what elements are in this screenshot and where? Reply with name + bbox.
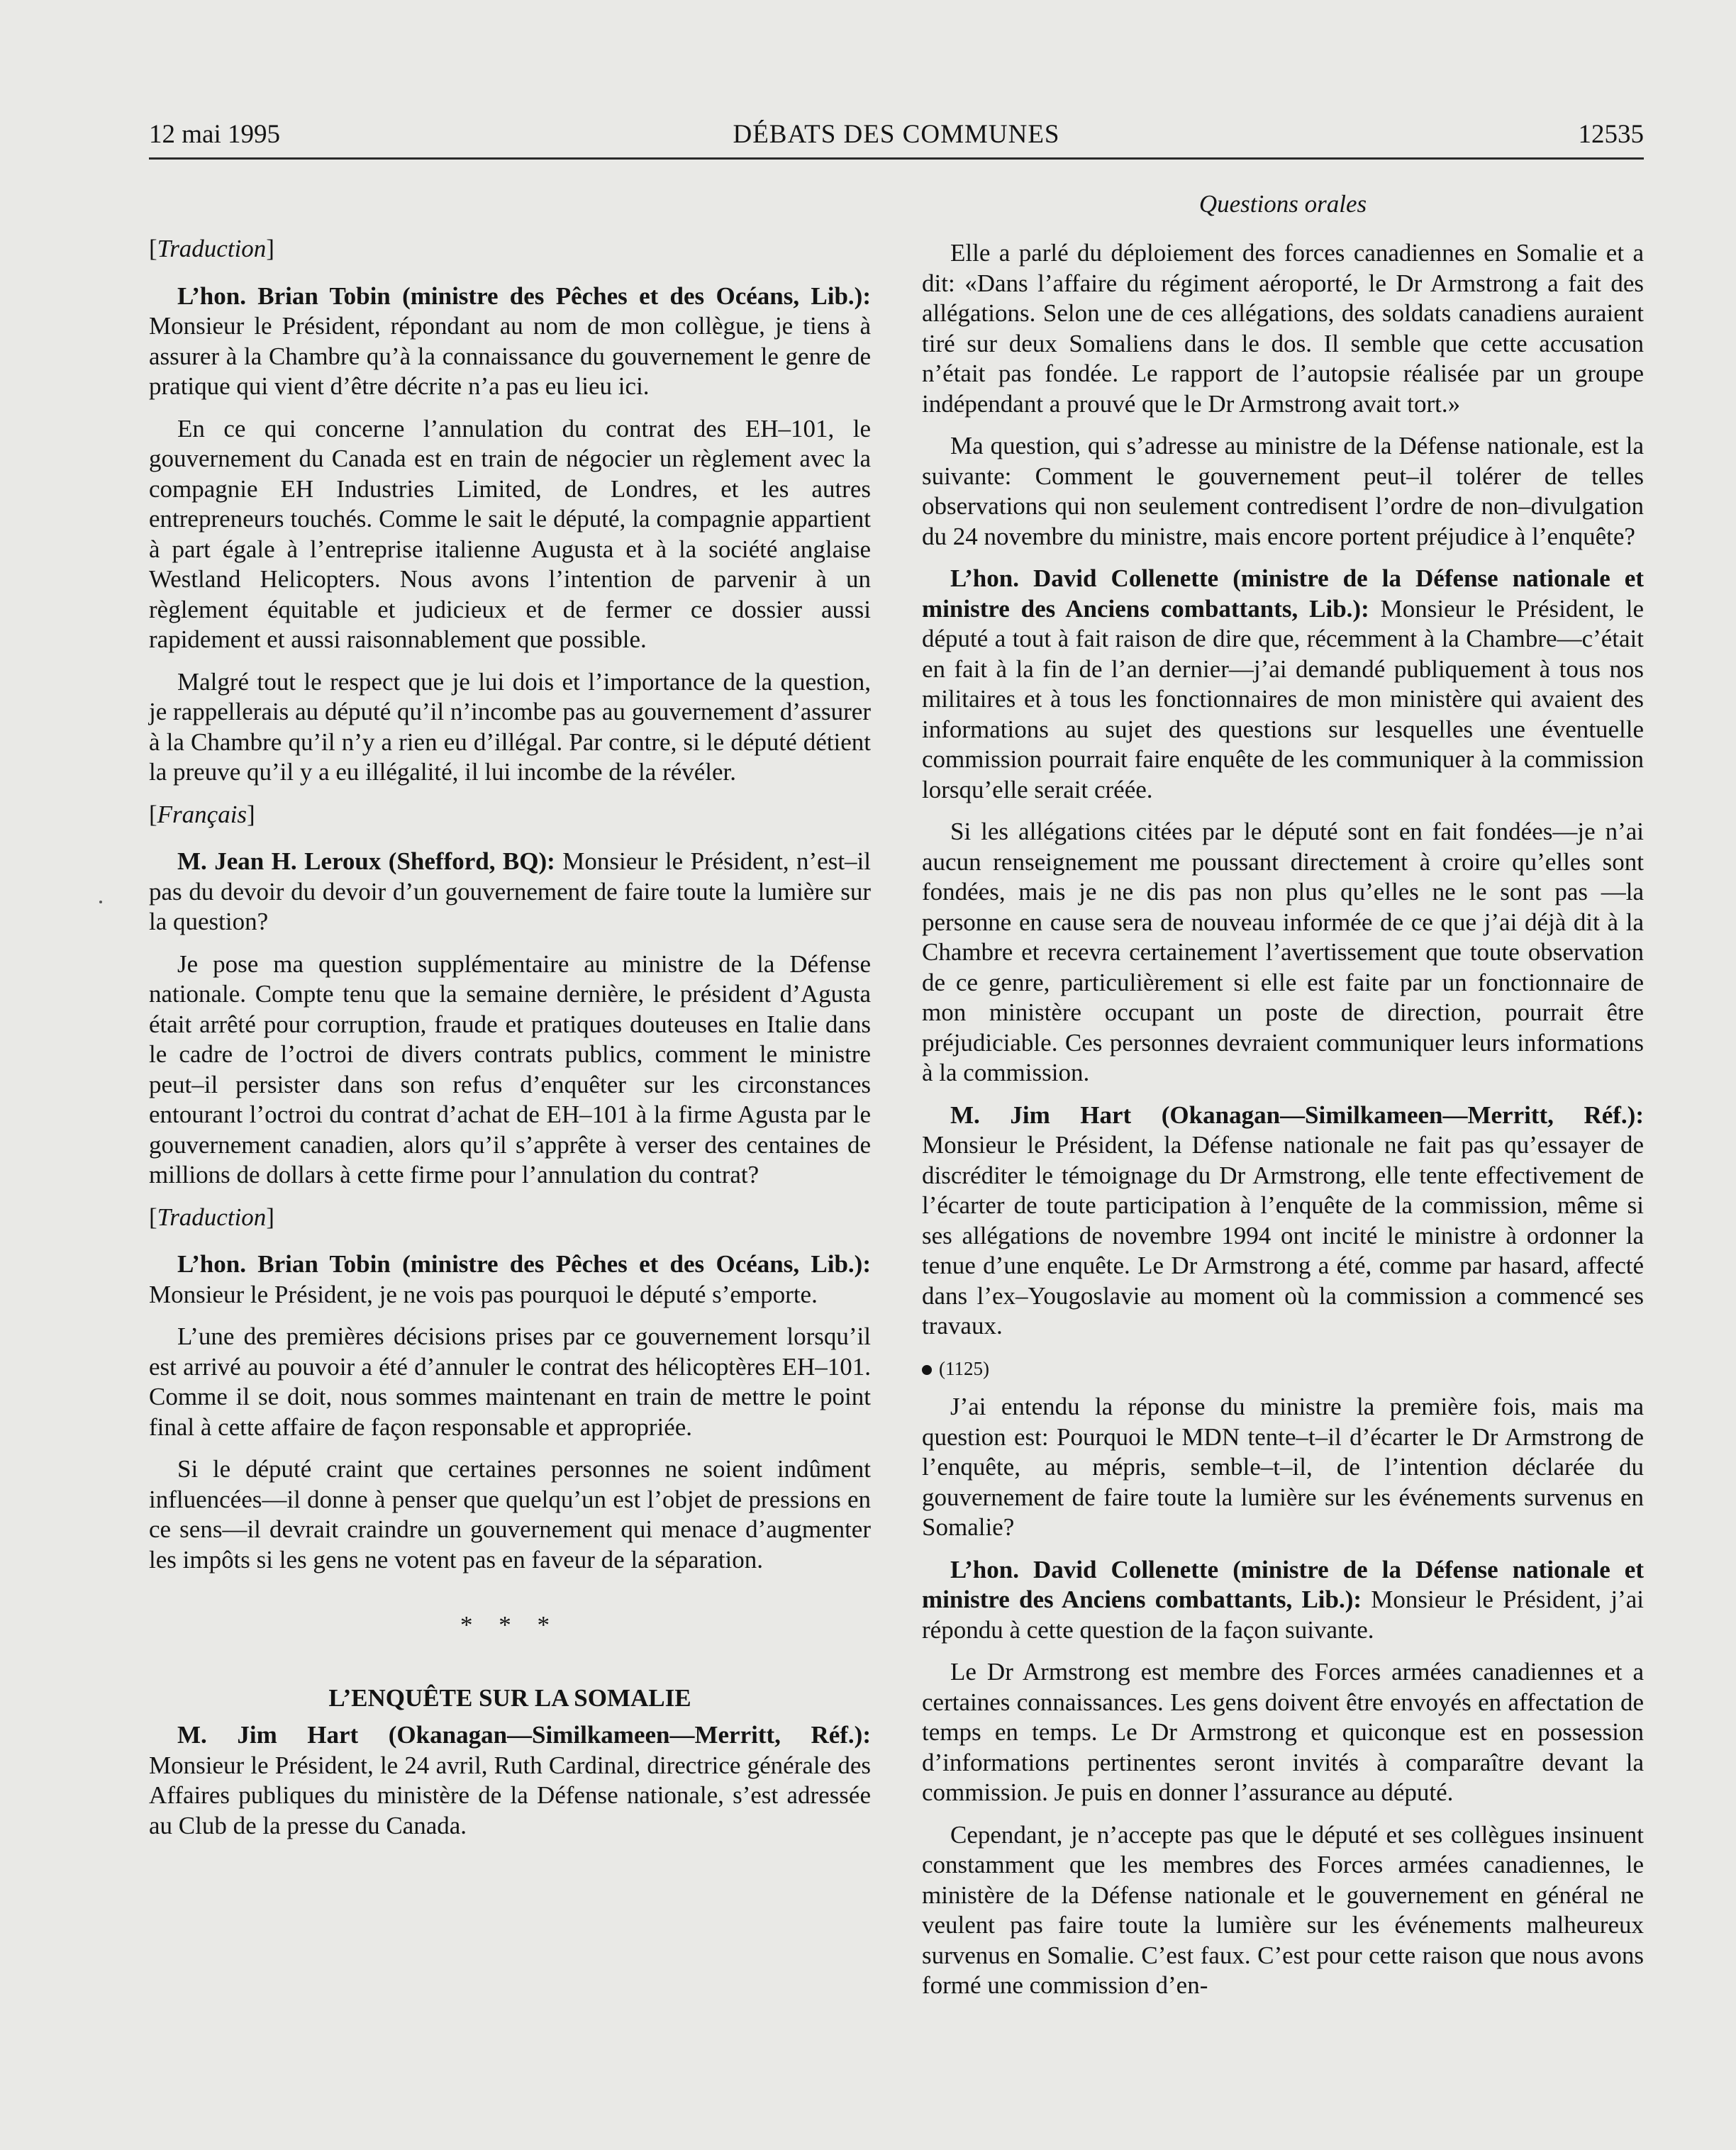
paragraph: Si le député craint que certaines personnes ne soient indûment influencées—il donne à penser que quelqu’un est l’objet de pressions en ce sens—il devrait craindre un gouvernement qui menace d’augmenter les impôts si les gens ne votent pas en faveur de la séparation.: [149, 1455, 871, 1573]
right-column: [922, 238, 1644, 2013]
paragraph: L’hon. David Collenette (ministre de la Défense nationale et ministre des Anciens combattants, Lib.): Monsieur le Président, le député a tout à fait raison de dire que, récemment à la Chambre—c’était en fait à la fin de l’an dernier—j’ai demandé publiquement à tous nos militaires et à tous les fonctionnaires de mon ministère qui avaient des informations au sujet des questions sur lesquelles une éventuelle commission pourrait faire enquête de les communiquer à la commission lorsqu’elle serait créée.: [922, 564, 1644, 803]
bullet-icon: [922, 1365, 932, 1375]
paragraph: Je pose ma question supplémentaire au ministre de la Défense nationale. Compte tenu que la semaine dernière, le président d’Agusta était arrêté pour corruption, fraude et pratiques douteuses en Italie dans le cadre de l’octroi de divers contrats publics, comment le ministre peut–il persister dans son refus d’enquêter sur les circonstances entourant l’octroi du contrat d’achat de EH–101 à la firme Agusta par le gouvernement canadien, alors qu’il s’apprête à verser des centaines de millions de dollars à cette firme pour l’annulation du contrat?: [149, 949, 871, 1188]
paragraph: Ma question, qui s’adresse au ministre de la Défense nationale, est la suivante: Comment le gouvernement peut–il tolérer de telles observations qui non seulement contredisent l’ordre de non–divulgation du 24 novembre du ministre, mais encore portent préjudice à l’enquête?: [922, 432, 1644, 550]
header-title: DÉBATS DES COMMUNES: [733, 120, 1060, 149]
header-rule: [149, 157, 1644, 160]
header-date: 12 mai 1995: [149, 120, 280, 149]
section-heading: L’ENQUÊTE SUR LA SOMALIE: [328, 1683, 691, 1712]
page-number: 12535: [1578, 120, 1644, 149]
time-marker: (1125): [922, 1354, 1644, 1384]
paragraph: Malgré tout le respect que je lui dois et l’importance de la question, je rappellerais au député qu’il n’incombe pas au gouvernement d’assurer à la Chambre qu’il n’y a rien eu d’illégal. Par contre, si le député détient la preuve qu’il y a eu illégalité, il lui incombe de la révéler.: [149, 667, 871, 786]
paragraph: Si les allégations citées par le député sont en fait fondées—je n’ai aucun renseignement me poussant directement à croire qu’elles sont fondées, mais je ne dis pas non plus qu’elles ne le sont pas —la personne en cause sera de nouveau informée de ce que j’ai déjà dit à la Chambre et recevra certainement l’avertissement que toute observation de ce genre, particulièrement si elle est faite par un fonctionnaire de mon ministère occupant un poste de direction, pourrait être préjudiciable. Ces personnes devraient communiquer leurs informations à la commission.: [922, 818, 1644, 1086]
paragraph: Le Dr Armstrong est membre des Forces armées canadiennes et a certaines connaissances. Les gens doivent être envoyés en affectation de temps en temps. Le Dr Armstrong et quiconque est en possession d’informations pertinentes seront invités à comparaître devant la commission. Je puis en donner l’assurance au député.: [922, 1658, 1644, 1806]
section-label: Questions orales: [1198, 190, 1367, 218]
speaker-name: M. Jim Hart (Okanagan—Similkameen—Merritt, Réf.):: [950, 1101, 1644, 1129]
paragraph: J’ai entendu la réponse du ministre la première fois, mais ma question est: Pourquoi le MDN tente–t–il d’écarter le Dr Armstrong de l’enquête, au mépris, semble–t–il, de l’intention déclarée du gouvernement de faire toute la lumière sur les événements survenus en Somalie?: [922, 1393, 1644, 1541]
speaker-name: L’hon. Brian Tobin (ministre des Pêches et des Océans, Lib.):: [177, 1250, 871, 1278]
paragraph: M. Jean H. Leroux (Shefford, BQ): Monsieur le Président, n’est–il pas du devoir du devoir d’un gouvernement de faire toute la lumière sur la question?: [149, 847, 872, 935]
speaker-name: L’hon. David Collenette (ministre de la Défense nationale et ministre des Anciens combattants, Lib.):: [922, 1555, 1644, 1613]
paragraph: Cependant, je n’accepte pas que le député et ses collègues insinuent constamment que les membres des Forces armées canadiennes, le ministère de la Défense nationale et le gouvernement en général ne veulent pas faire toute la lumière sur les événements malheureux survenus en Somalie. C’est faux. C’est pour cette raison que nous avons formé une commission d’en-: [922, 1820, 1644, 1999]
paragraph: L’une des premières décisions prises par ce gouvernement lorsqu’il est arrivé au pouvoir a été d’annuler le contrat des hélicoptères EH–101. Comme il se doit, nous sommes maintenant en train de mettre le point final à cette affaire de façon responsable et appropriée.: [149, 1322, 871, 1441]
section-separator: * * *: [460, 1611, 560, 1639]
speaker-name: M. Jim Hart (Okanagan—Similkameen—Merritt, Réf.):: [177, 1721, 871, 1749]
language-tag: [Français]: [149, 800, 255, 828]
language-tag: [Traduction]: [149, 235, 274, 262]
speaker-name: L’hon. Brian Tobin (ministre des Pêches et des Océans, Lib.):: [177, 282, 871, 310]
left-column: [149, 234, 871, 1853]
paragraph: M. Jim Hart (Okanagan—Similkameen—Merritt, Réf.): Monsieur le Président, le 24 avril, Ruth Cardinal, directrice générale des Affaires publiques du ministère de la Défense nationale, s’est adressée au Club de la presse du Canada.: [149, 1721, 871, 1839]
speaker-name: M. Jean H. Leroux (Shefford, BQ):: [177, 847, 555, 875]
speaker-name: L’hon. David Collenette (ministre de la Défense nationale et ministre des Anciens combattants, Lib.):: [922, 564, 1644, 623]
paragraph: L’hon. Brian Tobin (ministre des Pêches et des Océans, Lib.): Monsieur le Président, je ne vois pas pourquoi le député s’emporte.: [149, 1250, 871, 1308]
scan-speck: [99, 901, 102, 903]
language-tag: [Traduction]: [149, 1203, 274, 1231]
paragraph: L’hon. David Collenette (ministre de la Défense nationale et ministre des Anciens combattants, Lib.): Monsieur le Président, j’ai répondu à cette question de la façon suivante.: [922, 1555, 1644, 1644]
paragraph: L’hon. Brian Tobin (ministre des Pêches et des Océans, Lib.): Monsieur le Président, répondant au nom de mon collègue, je tiens à assurer à la Chambre qu’à la connaissance du gouvernement le genre de pratique qui vient d’être décrite n’a pas eu lieu ici.: [149, 282, 871, 400]
paragraph: Elle a parlé du déploiement des forces canadiennes en Somalie et a dit: «Dans l’affaire du régiment aéroporté, le Dr Armstrong a fait des allégations. Selon une de ces allégations, des soldats canadiens auraient tiré sur deux Somaliens dans le dos. Il semble que cette accusation n’était pas fondée. Le rapport de l’autopsie réalisée par un groupe indépendant a prouvé que le Dr Armstrong avait tort.»: [922, 239, 1644, 418]
paragraph: En ce qui concerne l’annulation du contrat des EH–101, le gouvernement du Canada est en train de négocier un règlement avec la compagnie EH Industries Limited, de Londres, et les autres entrepreneurs touchés. Comme le sait le député, la compagnie appartient à part égale à l’entreprise italienne Augusta et à la société anglaise Westland Helicopters. Nous avons l’intention de parvenir à un règlement équitable et judicieux et de fermer ce dossier aussi rapidement et aussi raisonnablement que possible.: [149, 414, 871, 653]
page-header: [149, 113, 1644, 156]
paragraph: M. Jim Hart (Okanagan—Similkameen—Merritt, Réf.): Monsieur le Président, la Défense nationale ne fait pas qu’essayer de discréditer le témoignage du Dr Armstrong, elle tente effectivement de l’écarter de toute participation à l’enquête de la commission, même si ses allégations de novembre 1994 ont incité le ministre à ordonner la tenue d’une enquête. Le Dr Armstrong a été, comme par hasard, affecté dans l’ex–Yougoslavie au moment où la commission a commencé ses travaux.: [922, 1101, 1644, 1339]
